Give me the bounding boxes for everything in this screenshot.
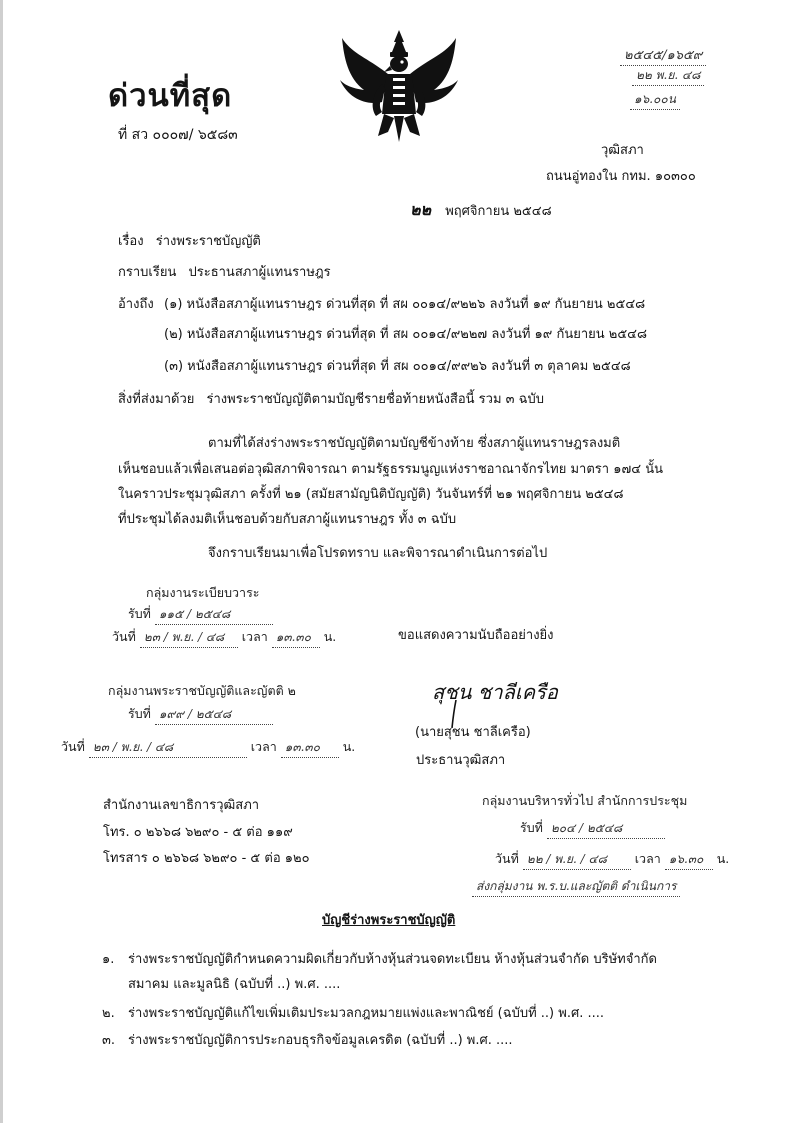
reception-hand-line-2: ๒๒ พ.ย. ๔๘ bbox=[632, 66, 704, 86]
stamp-bill-date: วันที่ ๒๓ / พ.ย. / ๔๘ เวลา ๑๓.๓๐ น. bbox=[61, 737, 355, 758]
bill-list-item: ร่างพระราชบัญญัติการประกอบธุรกิจข้อมูลเครดิต (ฉบับที่ ..) พ.ศ. .... bbox=[128, 1033, 513, 1048]
sender-organization: วุฒิสภา bbox=[601, 143, 644, 158]
stamp-bill-receipt: รับที่ ๑๙๙ / ๒๕๔๘ bbox=[128, 704, 273, 725]
date-month-year: พฤศจิกายน ๒๕๔๘ bbox=[445, 204, 552, 219]
body-paragraph-line: ในคราวประชุมวุฒิสภา ครั้งที่ ๒๑ (สมัยสามัญนิติบัญญัติ) วันจันทร์ที่ ๒๑ พฤศจิกายน ๒๕๔๘ bbox=[118, 487, 624, 502]
subject-label: เรื่อง bbox=[118, 234, 144, 249]
stamp-agenda-receipt: รับที่ ๑๑๕ / ๒๕๔๘ bbox=[128, 604, 273, 625]
reference-item: (๒) หนังสือสภาผู้แทนราษฎร ด่วนที่สุด ที่ สผ ๐๐๑๔/๙๒๒๗ ลงวันที่ ๑๙ กันยายน ๒๕๔๘ bbox=[164, 327, 648, 342]
reception-hand-line-3: ๑๖.๐๐น bbox=[630, 90, 680, 110]
stamp-bill-title: กลุ่มงานพระราชบัญญัติและญัตติ ๒ bbox=[108, 683, 296, 698]
stamp-agenda-title: กลุ่มงานระเบียบวาระ bbox=[146, 585, 260, 600]
stamp-agenda-date: วันที่ ๒๓ / พ.ย. / ๔๘ เวลา ๑๓.๓๐ น. bbox=[112, 627, 336, 648]
reference-item: (๑) หนังสือสภาผู้แทนราษฎร ด่วนที่สุด ที่ สผ ๐๐๑๔/๙๒๒๖ ลงวันที่ ๑๙ กันยายน ๒๕๔๘ bbox=[164, 297, 646, 312]
recipient-line bbox=[118, 264, 331, 282]
scan-edge bbox=[0, 0, 3, 1123]
date-day-handwritten: ๒๒ bbox=[410, 200, 432, 219]
bill-list-number: ๒. bbox=[102, 1006, 115, 1021]
bill-list-number: ๓. bbox=[102, 1033, 116, 1048]
recipient-label: กราบเรียน bbox=[118, 265, 177, 280]
subject-text: ร่างพระราชบัญญัติ bbox=[155, 234, 261, 249]
stamp-admin-receipt: รับที่ ๒๐๔ / ๒๕๔๘ bbox=[520, 818, 665, 839]
stamp-admin-route: ส่งกลุ่มงาน พ.ร.บ.และญัตติ ดำเนินการ bbox=[472, 877, 680, 897]
reference-label: อ้างถึง bbox=[118, 297, 154, 312]
body-paragraph-line: ตามที่ได้ส่งร่างพระราชบัญญัติตามบัญชีข้างท้าย ซึ่งสภาผู้แทนราษฎรลงมติ bbox=[208, 436, 621, 451]
sender-address: ถนนอู่ทองใน กทม. ๑๐๓๐๐ bbox=[546, 169, 696, 184]
document-number: ที่ สว ๐๐๐๗/ ๖๕๘๓ bbox=[118, 127, 238, 143]
recipient-text: ประธานสภาผู้แทนราษฎร bbox=[188, 265, 331, 280]
body-paragraph-line: เห็นชอบแล้วเพื่อเสนอต่อวุฒิสภาพิจารณา ตามรัฐธรรมนูญแห่งราชอาณาจักรไทย มาตรา ๑๗๔ นั้น bbox=[118, 462, 663, 477]
enclosure-text: ร่างพระราชบัญญัติตามบัญชีรายชื่อท้ายหนังสือนี้ รวม ๓ ฉบับ bbox=[206, 392, 545, 407]
letter-date bbox=[410, 201, 552, 221]
body-paragraph-line: ที่ประชุมได้ลงมติเห็นชอบด้วยกับสภาผู้แทนราษฎร ทั้ง ๓ ฉบับ bbox=[118, 512, 457, 527]
bill-list-title: บัญชีร่างพระราชบัญญัติ bbox=[322, 913, 456, 928]
urgency-label: ด่วนที่สุด bbox=[108, 78, 233, 114]
garuda-emblem bbox=[338, 28, 460, 146]
bill-list-number: ๑. bbox=[102, 952, 115, 967]
bill-list-item: ร่างพระราชบัญญัติแก้ไขเพิ่มเติมประมวลกฎหมายแพ่งและพาณิชย์ (ฉบับที่ ..) พ.ศ. .... bbox=[128, 1006, 605, 1021]
bill-list-item-continued: สมาคม และมูลนิธิ (ฉบับที่ ..) พ.ศ. .... bbox=[128, 977, 341, 992]
enclosure-line bbox=[118, 391, 544, 409]
stamp-admin-title: กลุ่มงานบริหารทั่วไป สำนักการประชุม bbox=[482, 793, 688, 808]
office-name: สำนักงานเลขาธิการวุฒิสภา bbox=[103, 798, 260, 813]
signer-name: (นายสุชน ชาลีเครือ) bbox=[415, 725, 531, 740]
subject-line bbox=[118, 233, 261, 251]
closing-paragraph: จึงกราบเรียนมาเพื่อโปรดทราบ และพิจารณาดำเนินการต่อไป bbox=[208, 546, 548, 561]
signature: สุชน ชาลีเครือ bbox=[432, 680, 558, 704]
complimentary-close: ขอแสดงความนับถืออย่างยิ่ง bbox=[398, 628, 554, 643]
office-fax: โทรสาร ๐ ๒๖๖๘ ๖๒๙๐ - ๕ ต่อ ๑๒๐ bbox=[103, 851, 310, 866]
reference-item: (๓) หนังสือสภาผู้แทนราษฎร ด่วนที่สุด ที่ สผ ๐๐๑๔/๙๙๒๖ ลงวันที่ ๓ ตุลาคม ๒๕๔๘ bbox=[164, 359, 631, 374]
reception-hand-line-1: ๒๕๔๕/๑๖๕๙ bbox=[620, 44, 706, 66]
enclosure-label: สิ่งที่ส่งมาด้วย bbox=[118, 392, 195, 407]
signer-title: ประธานวุฒิสภา bbox=[416, 753, 506, 768]
office-phone: โทร. ๐ ๒๖๖๘ ๖๒๙๐ - ๕ ต่อ ๑๑๙ bbox=[103, 825, 293, 840]
bill-list-item: ร่างพระราชบัญญัติกำหนดความผิดเกี่ยวกับห้างหุ้นส่วนจดทะเบียน ห้างหุ้นส่วนจำกัด บริษัทจำกัด bbox=[128, 952, 657, 967]
stamp-admin-date: วันที่ ๒๒ / พ.ย. / ๔๘ เวลา ๑๖.๓๐ น. bbox=[495, 849, 729, 870]
